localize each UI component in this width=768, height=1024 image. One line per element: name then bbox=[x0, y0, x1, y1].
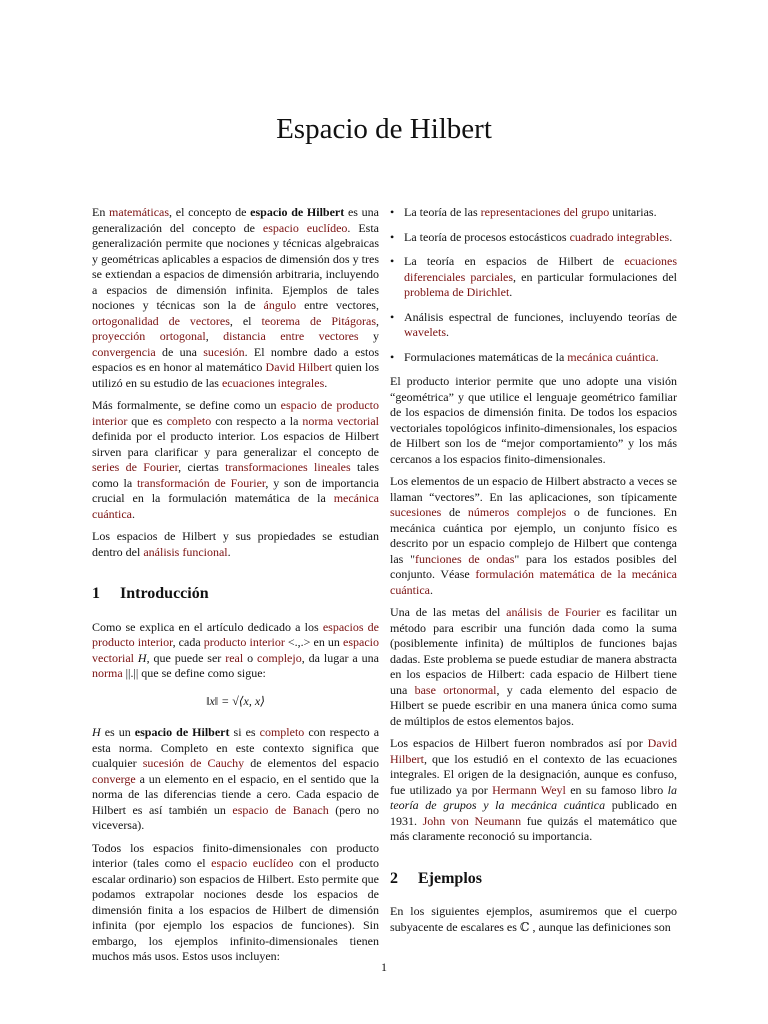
link-hermann-weyl[interactable]: Hermann Weyl bbox=[492, 782, 566, 797]
examples-paragraph: En los siguientes ejemplos, asumiremos que el cuerpo subyacente de escalares es ℂ , aunque las definiciones son bbox=[390, 904, 677, 934]
link-mecanica-cuantica-2[interactable]: mecánica cuántica bbox=[567, 349, 656, 364]
link-representaciones-grupo[interactable]: representaciones del grupo bbox=[480, 205, 610, 219]
finite-dimensional-paragraph: Todos los espacios finito-dimensionales con producto interior (tales como el espacio euclídeo con el producto escalar ordinario) son espacios de Hilbert. Esto permite que podamos extrapolar nociones desde los espacios de dimensión finita a los espacios de Hilbert de dimensión infinita (por ejemplo los espacios de funciones). Sin embargo, los ejemplos infinito-dimensionales tienen muchos más usos. Estos usos incluyen: bbox=[92, 840, 379, 963]
link-converge[interactable]: converge bbox=[92, 771, 136, 786]
completeness-paragraph: H es un espacio de Hilbert si es completo con respecto a esta norma. Completo en este contexto significa que cualquier sucesión de Cauchy de elementos del espacio converge a un elemento en el espacio, en el sentido que la norma de las diferencias tiende a cero. Cada espacio de Hilbert es así también un espacio de Banach (pero no viceversa). bbox=[92, 725, 380, 832]
link-funciones-ondas[interactable]: funciones de ondas bbox=[414, 551, 515, 566]
link-series-fourier[interactable]: series de Fourier bbox=[92, 460, 179, 474]
link-norma[interactable]: norma bbox=[92, 666, 123, 680]
link-producto-interior[interactable]: producto interior bbox=[203, 635, 285, 649]
link-base-ortonormal[interactable]: base ortonormal bbox=[414, 682, 497, 697]
elements-paragraph: Los elementos de un espacio de Hilbert abstracto a veces se llaman “vectores”. En las aplicaciones, son típicamente sucesiones de números complejos o de funciones. En mecánica cuántica por ejemplo, un conjunto físico es descrito por un espacio complejo de Hilbert que contenga las "funciones de ondas" para los estados posibles del conjunto. Véase formulación matemática de la mecánica cuántica. bbox=[390, 474, 678, 597]
link-formulacion-matematica[interactable]: formulación matemática de la mecánica cuántica bbox=[390, 567, 678, 597]
section-heading-introduccion bbox=[92, 586, 379, 602]
bullet-icon: • bbox=[390, 229, 395, 244]
link-espacio-banach[interactable]: espacio de Banach bbox=[232, 802, 329, 817]
link-sucesion[interactable]: sucesión bbox=[203, 344, 245, 359]
link-david-hilbert[interactable]: David Hilbert bbox=[265, 360, 333, 374]
link-problema-dirichlet[interactable]: problema de Dirichlet bbox=[404, 285, 510, 299]
link-espacios-producto-interior[interactable]: espacios de producto interior bbox=[92, 619, 379, 649]
link-espacio-producto-interior[interactable]: espacio de producto interior bbox=[92, 398, 379, 428]
uses-list bbox=[390, 205, 677, 365]
link-ecuaciones-integrales[interactable]: ecuaciones integrales bbox=[221, 375, 325, 390]
bullet-icon: • bbox=[390, 205, 395, 219]
fourier-paragraph: Una de las metas del análisis de Fourier es facilitar un método para escribir una función dada como la suma (posiblemente infinita) de múltiplos de funciones bajas dadas. Este problema se puede estudiar de manera abstracta en los espacios de Hilbert: cada espacio de Hilbert tiene una base ortonormal, y cada elemento del espacio de Hilbert se puede escribir en una manera única como suma de múltiplos de estos elementos bajos. bbox=[390, 605, 677, 728]
intro-paragraph: En matemáticas, el concepto de espacio de Hilbert es una generalización del concepto de espacio euclídeo. Esta generalización permite que nociones y técnicas algebraicas y geométricas aplicables a espacios de dimensión dos y tres se extiendan a espacios de dimensión arbitraria, incluyendo a espacios de dimensión infinita. Ejemplos de tales nociones y técnicas son la de ángulo entre vectores, ortogonalidad de vectores, el teorema de Pitágoras, proyección ortogonal, distancia entre vectores y convergencia de una sucesión. El nombre dado a estos espacios es en honor al matemático David Hilbert quien los utilizó en su estudio de las ecuaciones integrales. bbox=[92, 205, 380, 390]
link-john-von-neumann[interactable]: John von Neumann bbox=[422, 813, 522, 828]
list-item: • Análisis espectral de funciones, incluyendo teorías de wavelets. bbox=[390, 309, 677, 339]
page-title: Espacio de Hilbert bbox=[276, 113, 492, 145]
link-matematicas[interactable]: matemáticas bbox=[109, 205, 170, 219]
link-completo-2[interactable]: completo bbox=[259, 725, 305, 739]
link-wavelets[interactable]: wavelets bbox=[404, 325, 446, 339]
right-column bbox=[390, 205, 677, 942]
link-complejo[interactable]: complejo bbox=[257, 650, 302, 665]
link-espacio-euclideo-2[interactable]: espacio euclídeo bbox=[211, 856, 294, 870]
link-convergencia[interactable]: convergencia bbox=[92, 344, 156, 359]
section-title: Ejemplos bbox=[418, 869, 482, 887]
link-sucesiones[interactable]: sucesiones bbox=[390, 505, 442, 519]
link-transformacion-fourier[interactable]: transformación de Fourier bbox=[136, 475, 266, 490]
link-angulo[interactable]: ángulo bbox=[263, 298, 297, 312]
link-sucesion-cauchy[interactable]: sucesión de Cauchy bbox=[142, 756, 245, 770]
link-transformaciones-lineales[interactable]: transformaciones lineales bbox=[225, 460, 351, 474]
bullet-icon: • bbox=[390, 309, 395, 324]
list-item: • Formulaciones matemáticas de la mecánica cuántica. bbox=[390, 349, 659, 364]
geometric-view-paragraph: El producto interior permite que uno adopte una visión “geométrica” y que utilice el lenguaje geométrico familiar de los espacios de dimensión finita. De todos los espacios vectoriales topológicos infinito-dimensionales, los espacios de Hilbert son los de “mejor comportamiento” y los más cercanos a los espacios finito-dimensionales. bbox=[390, 374, 677, 466]
link-teorema-pitagoras[interactable]: teorema de Pitágoras bbox=[261, 313, 376, 328]
link-analisis-fourier[interactable]: análisis de Fourier bbox=[506, 605, 601, 619]
link-ecuaciones-diferenciales-parciales[interactable]: ecuaciones diferenciales parciales bbox=[404, 254, 677, 284]
link-mecanica-cuantica[interactable]: mecánica cuántica bbox=[92, 491, 379, 521]
inner-product-paragraph: Como se explica en el artículo dedicado a los espacios de producto interior, cada producto interior <.,.> en un espacio vectorial H, que puede ser real o complejo, da lugar a una norma ||.|| que se define como sigue: bbox=[92, 619, 380, 680]
section-heading-ejemplos bbox=[390, 871, 677, 887]
link-analisis-funcional[interactable]: análisis funcional bbox=[143, 544, 228, 559]
formal-definition-paragraph: Más formalmente, se define como un espacio de producto interior que es completo con respecto a la norma vectorial definida por el producto interior. Los espacios de Hilbert sirven para clarificar y para generalizar el concepto de series de Fourier, ciertas transformaciones lineales tales como la transformación de Fourier, y son de importancia crucial en la formulación matemática de la mecánica cuántica. bbox=[92, 398, 380, 521]
link-cuadrado-integrables[interactable]: cuadrado integrables bbox=[569, 229, 670, 244]
link-proyeccion-ortogonal[interactable]: proyección ortogonal bbox=[92, 329, 206, 343]
section-number: 1 bbox=[92, 585, 100, 602]
link-norma-vectorial[interactable]: norma vectorial bbox=[302, 413, 379, 428]
page-number: 1 bbox=[381, 960, 387, 974]
link-numeros-complejos[interactable]: números complejos bbox=[467, 505, 567, 519]
term-bold: espacio de Hilbert bbox=[250, 205, 345, 219]
list-item: • La teoría en espacios de Hilbert de ecuaciones diferenciales parciales, en particular formulaciones del problema de Dirichlet. bbox=[390, 254, 677, 299]
section-title: Introducción bbox=[120, 585, 209, 602]
bullet-icon: • bbox=[390, 254, 395, 268]
bullet-icon: • bbox=[390, 349, 395, 364]
link-espacio-euclideo[interactable]: espacio euclídeo bbox=[262, 220, 348, 235]
list-item: • La teoría de las representaciones del grupo unitarias. bbox=[390, 205, 657, 219]
list-item: • La teoría de procesos estocásticos cuadrado integrables. bbox=[390, 229, 673, 244]
link-completo[interactable]: completo bbox=[166, 413, 212, 428]
link-ortogonalidad[interactable]: ortogonalidad de vectores bbox=[92, 313, 230, 328]
link-david-hilbert-2[interactable]: David Hilbert bbox=[390, 736, 677, 766]
link-distancia-vectores[interactable]: distancia entre vectores bbox=[223, 329, 359, 343]
section-number: 2 bbox=[390, 869, 398, 887]
left-column bbox=[92, 205, 379, 972]
norm-formula: ‖x‖ = √⟨x, x⟩ bbox=[206, 693, 265, 708]
link-real[interactable]: real bbox=[225, 650, 244, 665]
link-espacio-vectorial[interactable]: espacio vectorial bbox=[92, 635, 379, 665]
functional-analysis-paragraph: Los espacios de Hilbert y sus propiedades se estudian dentro del análisis funcional. bbox=[92, 529, 379, 559]
history-paragraph: Los espacios de Hilbert fueron nombrados así por David Hilbert, que los estudió en el contexto de las ecuaciones integrales. El origen de la designación, aunque es confuso, fue utilizado ya por Hermann Weyl en su famoso libro la teoría de grupos y la mecánica cuántica publicado en 1931. John von Neumann fue quizás el matemático que más claramente reconoció su importancia. bbox=[390, 736, 677, 843]
